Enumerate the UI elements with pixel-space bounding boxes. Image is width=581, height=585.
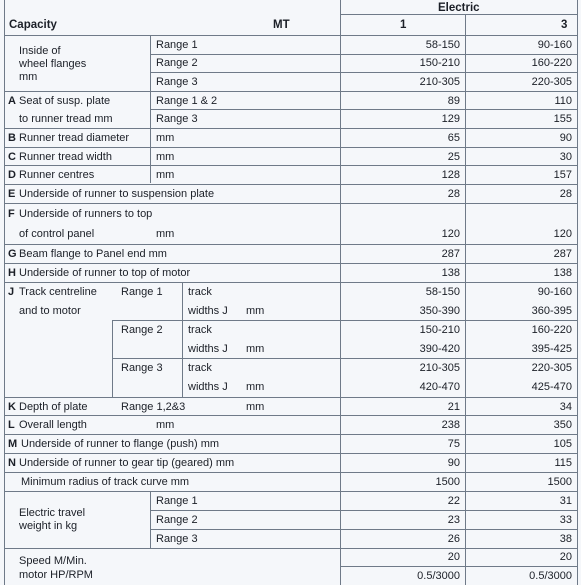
- value-col-1: 28: [447, 188, 460, 200]
- row-letter-h: H: [8, 267, 16, 279]
- header-capacity: Capacity: [9, 19, 57, 31]
- row-rule: [4, 263, 577, 264]
- row-a-label: Seat of susp. plate: [19, 95, 111, 107]
- row-letter-a: A: [8, 95, 16, 107]
- header-col-1: 1: [400, 19, 407, 31]
- table-right-border: [577, 0, 578, 585]
- row-f-label: of control panel: [19, 228, 95, 240]
- row-l-label: Overall length: [19, 419, 87, 431]
- unit-label: mm: [156, 132, 175, 144]
- value-col-3: 287: [553, 248, 572, 260]
- row-rule: [4, 282, 577, 283]
- widths-label: widths J: [188, 343, 228, 355]
- value-col-1: 75: [447, 438, 460, 450]
- value-col-3: 110: [554, 95, 572, 107]
- value-col-1: 0.5/3000: [417, 570, 460, 582]
- flanges-unit: mm: [19, 71, 38, 83]
- value-col-3: 38: [559, 533, 572, 545]
- row-rule: [4, 548, 577, 549]
- value-col-3: 20: [559, 551, 572, 563]
- speed-label: motor HP/RPM: [19, 569, 93, 581]
- row-rule: [150, 109, 577, 110]
- value-col-1: 1500: [435, 476, 460, 488]
- value-col-3: 0.5/3000: [529, 570, 572, 582]
- value-col-3: 120: [553, 228, 572, 240]
- row-letter-m: M: [8, 438, 18, 450]
- row-rule: [4, 434, 577, 435]
- row-rule: [112, 320, 577, 321]
- flanges-label: wheel flanges: [19, 58, 87, 70]
- value-col-3: 105: [553, 438, 572, 450]
- value-col-3: 350: [553, 419, 572, 431]
- header-electric: Electric: [438, 2, 480, 14]
- row-rule: [150, 54, 577, 55]
- row-j-label: Track centreline: [19, 286, 97, 298]
- unit-label: mm: [246, 343, 265, 355]
- row-f-label: Underside of runners to top: [19, 208, 153, 220]
- unit-label: mm: [156, 151, 175, 163]
- value-col-1: 26: [447, 533, 460, 545]
- value-col-1: 22: [447, 495, 460, 507]
- value-col-3: 138: [553, 267, 572, 279]
- unit-label: mm: [156, 419, 175, 431]
- track-label: track: [188, 362, 212, 374]
- value-col-3: 115: [554, 457, 572, 469]
- row-n-label: Underside of runner to gear tip (geared) mm: [19, 457, 235, 469]
- value-col-3: 160-220: [531, 324, 572, 336]
- value-col-3: 425-470: [531, 381, 572, 393]
- unit-label: mm: [246, 305, 265, 317]
- value-col-1: 58-150: [425, 286, 460, 298]
- unit-label: mm: [246, 381, 265, 393]
- row-m-label: Underside of runner to flange (push) mm: [21, 438, 220, 450]
- value-col-1: 287: [441, 248, 460, 260]
- row-rule: [150, 72, 577, 73]
- flanges-label: Inside of: [19, 45, 61, 57]
- row-letter-g: G: [8, 248, 17, 260]
- value-col-1: 120: [441, 228, 460, 240]
- column-divider-electric: [465, 14, 466, 585]
- row-k-label: Depth of plate: [19, 401, 88, 413]
- range-label: Range 2: [156, 514, 198, 526]
- value-col-3: 34: [559, 401, 572, 413]
- row-c-label: Runner tread width: [19, 151, 112, 163]
- range-label: Range 1: [121, 286, 163, 298]
- value-col-3: 33: [559, 514, 572, 526]
- value-col-1: 23: [447, 514, 460, 526]
- table-left-border: [4, 0, 5, 585]
- speed-label: Speed M/Min.: [19, 555, 87, 567]
- row-e-label: Underside of runner to suspension plate: [19, 188, 215, 200]
- value-col-1: 89: [447, 95, 460, 107]
- value-col-3: 30: [559, 151, 572, 163]
- header-mt: MT: [273, 19, 290, 31]
- column-divider-mt: [340, 0, 341, 585]
- value-col-1: 129: [441, 113, 460, 125]
- value-col-1: 350-390: [419, 305, 460, 317]
- row-j-label: and to motor: [19, 305, 81, 317]
- row-d-label: Runner centres: [19, 169, 95, 181]
- row-letter-f: F: [8, 208, 15, 220]
- unit-label: mm: [156, 169, 175, 181]
- row-rule: [150, 529, 577, 530]
- track-label: track: [188, 286, 212, 298]
- row-rule: [4, 244, 577, 245]
- row-rule: [4, 184, 577, 185]
- value-col-1: 210-305: [419, 362, 460, 374]
- range-label: Range 1 & 2: [156, 95, 218, 107]
- row-rule: [4, 491, 577, 492]
- row-letter-b: B: [8, 132, 16, 144]
- row-rule: [4, 453, 577, 454]
- row-rule: [4, 128, 577, 129]
- value-col-1: 25: [447, 151, 460, 163]
- range-label: Range 1: [156, 495, 198, 507]
- value-col-3: 155: [553, 113, 572, 125]
- value-col-1: 420-470: [419, 381, 460, 393]
- min-radius-label: Minimum radius of track curve mm: [21, 476, 190, 488]
- row-letter-n: N: [8, 457, 16, 469]
- value-col-3: 360-395: [531, 305, 572, 317]
- range-label: Range 3: [156, 533, 198, 545]
- value-col-1: 128: [441, 169, 460, 181]
- value-col-3: 395-425: [531, 343, 572, 355]
- value-col-3: 220-305: [531, 362, 572, 374]
- range-label: Range 3: [156, 76, 198, 88]
- value-col-3: 157: [553, 169, 572, 181]
- value-col-1: 390-420: [419, 343, 460, 355]
- value-col-3: 90-160: [537, 39, 572, 51]
- row-rule: [4, 203, 577, 204]
- row-letter-e: E: [8, 188, 16, 200]
- range-label: Range 3: [156, 113, 198, 125]
- value-col-1: 210-305: [419, 76, 460, 88]
- unit-label: mm: [156, 228, 175, 240]
- row-letter-j: J: [8, 286, 15, 298]
- range-column-divider: [150, 35, 151, 128]
- row-letter-l: L: [8, 419, 15, 431]
- header-bottom-rule: [4, 35, 577, 36]
- weight-range-divider: [150, 491, 151, 548]
- row-letter-d: D: [8, 169, 16, 181]
- value-col-1: 58-150: [425, 39, 460, 51]
- weight-label: Electric travel: [19, 507, 86, 519]
- value-col-1: 21: [447, 401, 460, 413]
- j-track-divider: [182, 282, 183, 397]
- unit-column-divider: [150, 128, 151, 183]
- row-h-label: Underside of runner to top of motor: [19, 267, 191, 279]
- row-g-label: Beam flange to Panel end mm: [19, 248, 167, 260]
- widths-label: widths J: [188, 381, 228, 393]
- row-rule: [4, 397, 577, 398]
- row-rule: [340, 566, 577, 567]
- value-col-3: 28: [559, 188, 572, 200]
- header-col-3: 3: [561, 19, 568, 31]
- range-label: Range 2: [156, 57, 198, 69]
- value-col-3: 160-220: [531, 57, 572, 69]
- row-rule: [4, 415, 577, 416]
- value-col-1: 150-210: [419, 57, 460, 69]
- value-col-1: 238: [441, 419, 460, 431]
- value-col-3: 31: [559, 495, 572, 507]
- row-b-label: Runner tread diameter: [19, 132, 130, 144]
- value-col-3: 220-305: [531, 76, 572, 88]
- value-col-1: 138: [441, 267, 460, 279]
- row-rule: [150, 510, 577, 511]
- range-label: Range 2: [121, 324, 163, 336]
- range-label: Range 1: [156, 39, 198, 51]
- value-col-1: 20: [447, 551, 460, 563]
- range-label: Range 1,2&3: [121, 401, 186, 413]
- widths-label: widths J: [188, 305, 228, 317]
- row-rule: [4, 472, 577, 473]
- row-rule: [4, 165, 577, 166]
- weight-label: weight in kg: [19, 520, 78, 532]
- row-rule: [4, 147, 577, 148]
- value-col-3: 90-160: [537, 286, 572, 298]
- row-rule: [4, 91, 577, 92]
- track-label: track: [188, 324, 212, 336]
- row-letter-c: C: [8, 151, 16, 163]
- row-a-label: to runner tread mm: [19, 113, 113, 125]
- range-label: Range 3: [121, 362, 163, 374]
- value-col-3: 1500: [547, 476, 572, 488]
- value-col-1: 150-210: [419, 324, 460, 336]
- value-col-1: 65: [447, 132, 460, 144]
- unit-label: mm: [246, 401, 265, 413]
- row-rule: [112, 358, 577, 359]
- value-col-3: 90: [559, 132, 572, 144]
- row-letter-k: K: [8, 401, 16, 413]
- value-col-1: 90: [447, 457, 460, 469]
